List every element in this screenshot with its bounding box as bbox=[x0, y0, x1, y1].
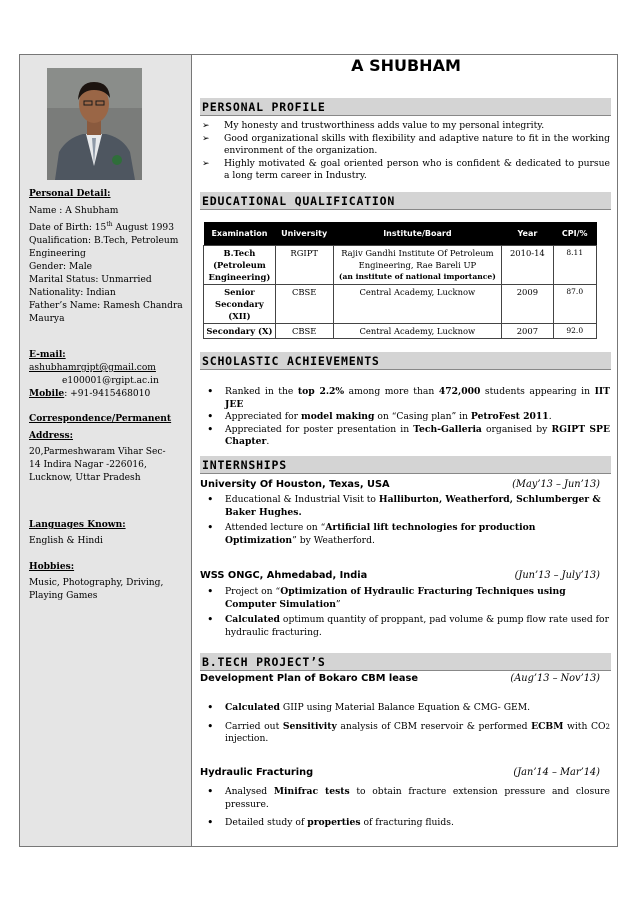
hobbies-text: Music, Photography, Driving, Playing Games bbox=[29, 578, 164, 601]
personal-detail-section bbox=[29, 187, 189, 326]
main-content bbox=[200, 55, 612, 846]
table-header-row bbox=[204, 222, 597, 246]
internship-item: • Project on “Optimization of Hydraulic Fracturing Techniques using Computer Simulation” bbox=[200, 586, 610, 611]
address-label-2: Address: bbox=[29, 430, 73, 441]
email-primary[interactable]: ashubhamrgipt@gmail.com bbox=[29, 363, 156, 373]
project-2-period: (Jan’14 – Mar’14) bbox=[513, 767, 600, 778]
profile-list bbox=[200, 120, 610, 183]
cell-exam: B.Tech (Petroleum Engineering) bbox=[204, 246, 276, 285]
col-examination: Examination bbox=[204, 222, 276, 246]
section-internships: INTERNSHIPS bbox=[200, 456, 611, 474]
scholastic-item: • Appreciated for model making on “Casing plan” in PetroFest 2011. bbox=[200, 411, 610, 424]
cell-institute bbox=[333, 246, 502, 285]
profile-photo-icon bbox=[47, 68, 142, 180]
languages-label: Languages Known: bbox=[29, 519, 126, 530]
profile-item: ➢ My honesty and trustworthiness adds value to my personal integrity. bbox=[200, 120, 610, 133]
hobbies-label: Hobbies: bbox=[29, 561, 75, 572]
section-personal-profile: PERSONAL PROFILE bbox=[200, 98, 611, 116]
scholastic-item: • Ranked in the top 2.2% among more than 472,000 students appearing in IIT JEE bbox=[200, 386, 610, 411]
project-item: • Analysed Minifrac tests to obtain fracture extension pressure and closure pressure. bbox=[200, 786, 610, 811]
institute-name: Rajiv Gandhi Institute Of Petroleum Engineering, Rae Bareli UP bbox=[341, 248, 494, 270]
education-table bbox=[203, 222, 597, 339]
project-1-title: Development Plan of Bokaro CBM lease (Aug’13 – Nov’13) bbox=[200, 673, 600, 684]
hobbies-section bbox=[29, 560, 189, 603]
languages-section bbox=[29, 518, 189, 548]
languages-text: English & Hindi bbox=[29, 536, 103, 546]
detail-name: Name : A Shubham bbox=[29, 206, 119, 216]
detail-gender: Gender: Male bbox=[29, 262, 93, 273]
detail-father-name: Father’s Name: Ramesh Chandra Maurya bbox=[29, 301, 183, 325]
institute-note: (an institute of national importance) bbox=[338, 272, 496, 281]
cell-university: CBSE bbox=[275, 324, 333, 339]
detail-nationality: Nationality: Indian bbox=[29, 288, 116, 299]
project-item: • Calculated GIIP using Material Balance Equation & CMG- GEM. bbox=[200, 702, 610, 715]
detail-qualification: Qualification: B.Tech, Petroleum Engineering bbox=[29, 236, 179, 260]
cell-cpi: 92.0 bbox=[553, 324, 597, 339]
address-label-1: Correspondence/Permanent bbox=[29, 413, 172, 424]
resume-page bbox=[19, 54, 618, 847]
scholastic-item: • Appreciated for poster presentation in Tech-Galleria organised by RGIPT SPE Chapter. bbox=[200, 424, 610, 449]
internship-1-period: (May’13 – Jun’13) bbox=[512, 479, 600, 490]
col-institute: Institute/Board bbox=[333, 222, 502, 246]
personal-detail-label: Personal Detail: bbox=[29, 188, 111, 199]
cell-cpi: 8.11 bbox=[553, 246, 597, 285]
cell-university: RGIPT bbox=[275, 246, 333, 285]
cell-institute: Central Academy, Lucknow bbox=[333, 285, 502, 324]
email-secondary[interactable]: e100001@rgipt.ac.in bbox=[62, 376, 159, 386]
mobile-section bbox=[29, 387, 189, 401]
section-scholastic-achievements: SCHOLASTIC ACHIEVEMENTS bbox=[200, 352, 611, 370]
address-section bbox=[29, 412, 189, 485]
col-year: Year bbox=[502, 222, 553, 246]
internship-1-list bbox=[200, 494, 610, 547]
cell-year: 2007 bbox=[502, 324, 553, 339]
internship-item: • Calculated optimum quantity of proppant, pad volume & pump flow rate used for hydraulic fracturing. bbox=[200, 614, 610, 639]
profile-item: ➢ Highly motivated & goal oriented person who is confident & dedicated to pursue a long term career in Industry. bbox=[200, 158, 610, 183]
email-section bbox=[29, 348, 189, 388]
cell-year: 2010-14 bbox=[502, 246, 553, 285]
project-item: • Detailed study of properties of fracturing fluids. bbox=[200, 817, 610, 830]
mobile-number: : +91-9415468010 bbox=[64, 389, 151, 399]
internship-2-period: (Jun’13 – July’13) bbox=[514, 570, 600, 581]
cell-university: CBSE bbox=[275, 285, 333, 324]
email-label: E-mail: bbox=[29, 349, 66, 360]
table-row bbox=[204, 285, 597, 324]
project-1-period: (Aug’13 – Nov’13) bbox=[510, 673, 600, 684]
col-university: University bbox=[275, 222, 333, 246]
address-text: 20,Parmeshwaram Vihar Sec-14 Indira Nagar -226016, Lucknow, Uttar Pradesh bbox=[29, 447, 166, 483]
internship-item: • Attended lecture on “Artificial lift technologies for production Optimization” by Weatherford. bbox=[200, 522, 610, 547]
cell-cpi: 87.0 bbox=[553, 285, 597, 324]
scholastic-list bbox=[200, 386, 610, 449]
table-row bbox=[204, 246, 597, 285]
page-title: A SHUBHAM bbox=[351, 56, 461, 75]
profile-item: ➢ Good organizational skills with flexibility and adaptive nature to fit in the working environment of the organization. bbox=[200, 133, 610, 158]
internship-2-list bbox=[200, 586, 610, 639]
internship-1-title: University Of Houston, Texas, USA (May’13 – Jun’13) bbox=[200, 479, 600, 490]
project-2-title: Hydraulic Fracturing (Jan’14 – Mar’14) bbox=[200, 767, 600, 778]
cell-exam: Senior Secondary (XII) bbox=[204, 285, 276, 324]
cell-year: 2009 bbox=[502, 285, 553, 324]
cell-exam: Secondary (X) bbox=[204, 324, 276, 339]
section-educational-qualification: EDUCATIONAL QUALIFICATION bbox=[200, 192, 611, 210]
project-item: • Carried out Sensitivity analysis of CBM reservoir & performed ECBM with CO2 injection. bbox=[200, 721, 610, 746]
internship-2-title: WSS ONGC, Ahmedabad, India (Jun’13 – July’13) bbox=[200, 570, 600, 581]
detail-marital-status: Marital Status: Unmarried bbox=[29, 275, 152, 286]
col-cpi: CPI/% bbox=[553, 222, 597, 246]
section-btech-projects: B.TECH PROJECT’S bbox=[200, 653, 611, 671]
mobile-label: Mobile bbox=[29, 388, 65, 399]
detail-dob: Date of Birth: 15th August 1993 bbox=[29, 221, 174, 234]
cell-institute: Central Academy, Lucknow bbox=[333, 324, 502, 339]
project-2-list bbox=[200, 786, 610, 830]
sidebar bbox=[20, 55, 192, 846]
internship-item: • Educational & Industrial Visit to Halliburton, Weatherford, Schlumberger & Baker Hughes. bbox=[200, 494, 610, 519]
project-1-list bbox=[200, 702, 610, 746]
table-row bbox=[204, 324, 597, 339]
